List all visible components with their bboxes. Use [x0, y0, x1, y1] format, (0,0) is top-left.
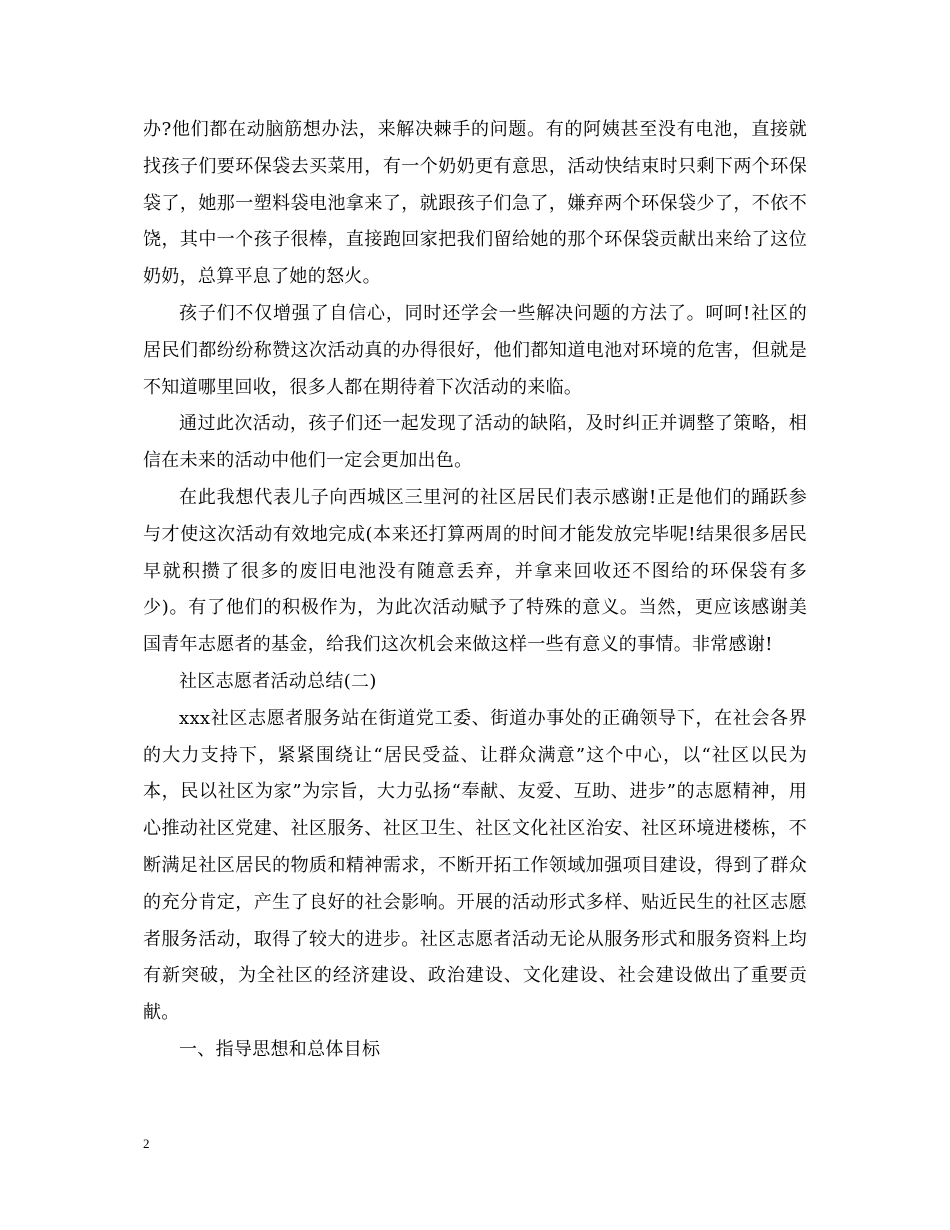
- document-body: [143, 112, 807, 1069]
- page-number: 2: [143, 1136, 150, 1151]
- paragraph-thanks: 在此我想代表儿子向西城区三里河的社区居民们表示感谢!正是他们的踊跃参与才使这次活动有效地完成(本来还打算两周的时间才能发放完毕呢!结果很多居民早就积攒了很多的废旧电池没有随意丢弃，并拿来回收还不图给的环保袋有多少)。有了他们的积极作为，为此次活动赋予了特殊的意义。当然，更应该感谢美国青年志愿者的基金，给我们这次机会来做这样一些有意义的事情。非常感谢!: [143, 486, 807, 656]
- section-title-summary-two: 社区志愿者活动总结(二): [179, 670, 377, 692]
- heading-guiding-ideology: 一、指导思想和总体目标: [179, 1038, 381, 1060]
- paragraph-continuation: 办?他们都在动脑筋想办法，来解决棘手的问题。有的阿姨甚至没有电池，直接就找孩子们要环保袋去买菜用，有一个奶奶更有意思，活动快结束时只剩下两个环保袋了，她那一塑料袋电池拿来了，就跟孩子们急了，嫌弃两个环保袋少了，不依不饶，其中一个孩子很棒，直接跑回家把我们留给她的那个环保袋贡献出来给了这位奶奶，总算平息了她的怒火。: [143, 119, 807, 288]
- paragraph-activity-defects: 通过此次活动，孩子们还一起发现了活动的缺陷，及时纠正并调整了策略，相信在未来的活动中他们一定会更加出色。: [143, 413, 807, 472]
- paragraph-children-confidence: 孩子们不仅增强了自信心，同时还学会一些解决问题的方法了。呵呵!社区的居民们都纷纷称赞这次活动真的办得很好，他们都知道电池对环境的危害，但就是不知道哪里回收，很多人都在期待着下次活动的来临。: [143, 302, 807, 398]
- paragraph-service-station: xxx社区志愿者服务站在街道党工委、街道办事处的正确领导下，在社会各界的大力支持下，紧紧围绕让“居民受益、让群众满意”这个中心，以“社区以民为本，民以社区为家”为宗旨，大力弘扬“奉献、友爱、互助、进步”的志愿精神，用心推动社区党建、社区服务、社区卫生、社区文化社区治安、社区环境进楼栋，不断满足社区居民的物质和精神需求，不断开拓工作领域加强项目建设，得到了群众的充分肯定，产生了良好的社会影响。开展的活动形式多样、贴近民生的社区志愿者服务活动，取得了较大的进步。社区志愿者活动无论从服务形式和服务资料上均有新突破，为全社区的经济建设、政治建设、文化建设、社会建设做出了重要贡献。: [143, 707, 807, 1024]
